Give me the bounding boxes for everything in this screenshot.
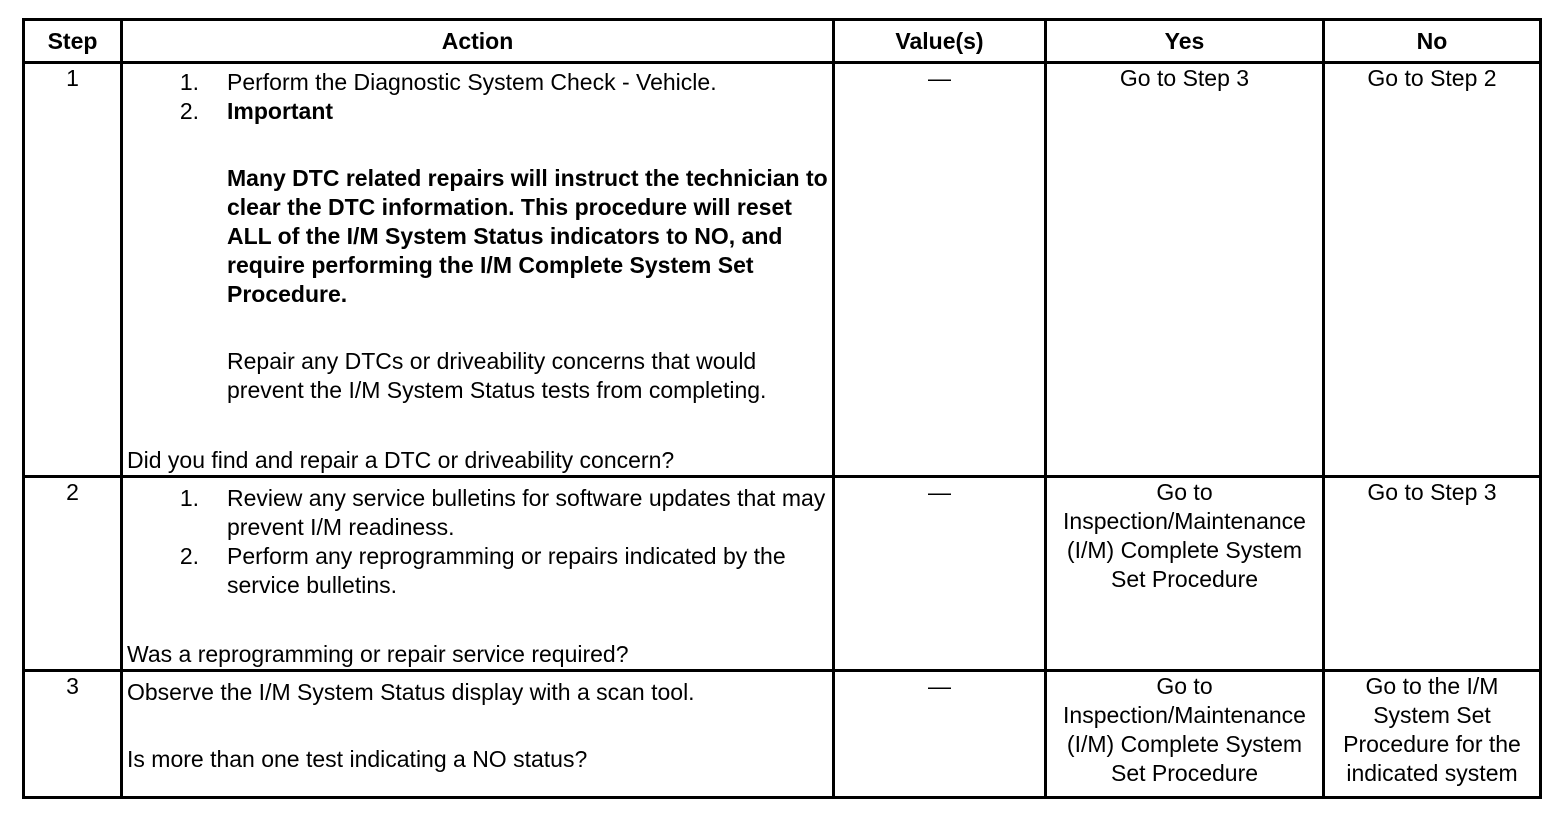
yes-link[interactable]: Go to Inspection/Maintenance (I/M) Complete System Set Procedure [1046,671,1324,798]
action-cell [122,671,834,798]
yes-link[interactable]: Go to Inspection/Maintenance (I/M) Complete System Set Procedure [1046,477,1324,671]
header-values: Value(s) [834,20,1046,63]
question-text: Was a reprogramming or repair service required? [127,641,629,667]
action-cell [122,63,834,477]
value-cell: — [834,477,1046,671]
header-row [24,20,1541,63]
list-item [127,97,828,126]
step-number: 1 [24,63,122,477]
header-action: Action [122,20,834,63]
no-link[interactable]: Go to the I/M System Set Procedure for the indicated system [1324,671,1541,798]
question-text: Is more than one test indicating a NO status? [127,746,588,772]
table-row [24,63,1541,477]
step-number: 2 [24,477,122,671]
value-cell: — [834,63,1046,477]
no-link[interactable]: Go to Step 2 [1324,63,1541,477]
important-label: Important [227,98,334,124]
question-text: Did you find and repair a DTC or driveability concern? [127,447,675,473]
item-number: 2. [179,98,199,124]
header-step: Step [24,20,122,63]
header-no: No [1324,20,1541,63]
list-item [127,542,828,600]
instruction-text: Observe the I/M System Status display with a scan tool. [127,679,695,705]
header-yes: Yes [1046,20,1324,63]
list-item [127,68,828,97]
item-number: 2. [179,543,199,569]
action-cell [122,477,834,671]
repair-note: Repair any DTCs or driveability concerns that would prevent the I/M System Status tests from completing. [227,348,767,403]
item-number: 1. [179,485,199,511]
important-note: Many DTC related repairs will instruct the technician to clear the DTC information. This procedure will reset ALL of the I/M System Status indicators to NO, and require performing the I/M Complete System Set Procedure. [227,165,828,307]
item-text: Review any service bulletins for software updates that may prevent I/M readiness. [227,485,826,540]
yes-link[interactable]: Go to Step 3 [1046,63,1324,477]
no-link[interactable]: Go to Step 3 [1324,477,1541,671]
table-row [24,671,1541,798]
item-text: Perform the Diagnostic System Check - Vehicle. [227,69,717,95]
item-number: 1. [179,69,199,95]
item-text: Perform any reprogramming or repairs indicated by the service bulletins. [227,543,786,598]
table-row [24,477,1541,671]
list-item [127,484,828,542]
value-cell: — [834,671,1046,798]
step-number: 3 [24,671,122,798]
diagnostic-table [22,18,1542,799]
